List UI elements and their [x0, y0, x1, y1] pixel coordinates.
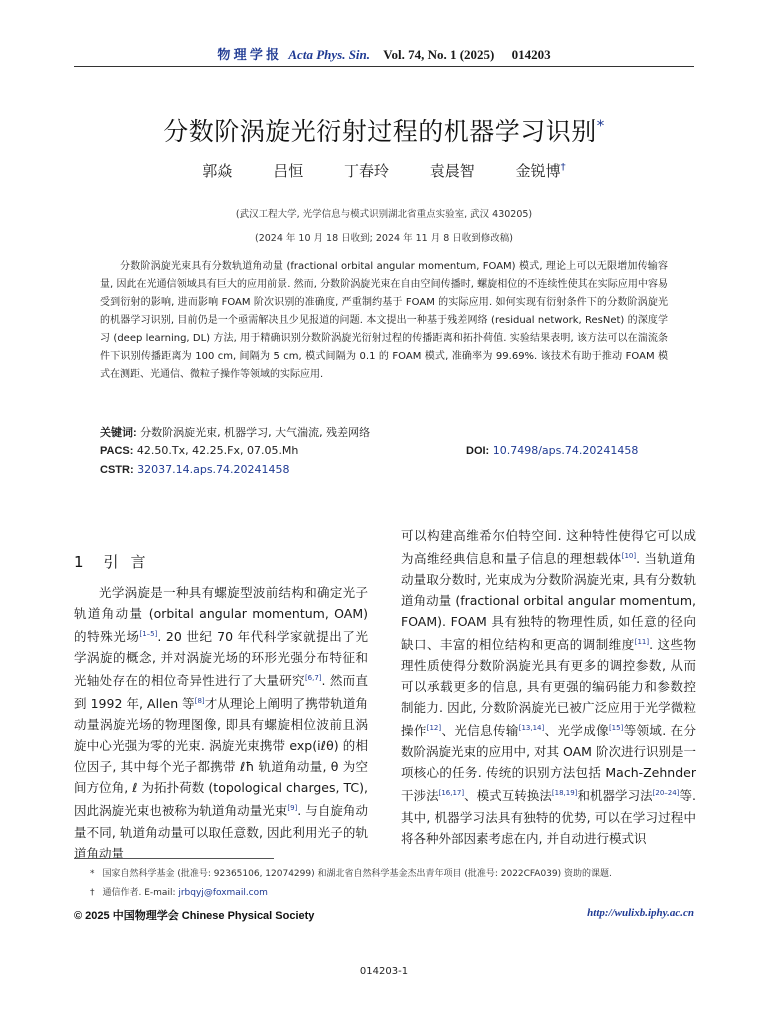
body-text: . 这些物理性质使得分数阶涡旋光具有更多的调控参数, 从而可以承载更多的信息, 具有更强的编码能力和参数控制能力. 因此, 分数阶涡旋光已被广泛应用于光学微粒操作	[401, 637, 696, 739]
doi	[466, 444, 638, 457]
author-name: 丁春玲	[343, 162, 389, 180]
footnote-rule	[74, 858, 274, 859]
citation[interactable]: [13,14]	[518, 724, 545, 733]
abstract: 分数阶涡旋光束具有分数轨道角动量 (fractional orbital angular momentum, FOAM) 模式, 理论上可以无限增加传输容量, 因此在光通信领域具有巨大的应用前景. 然而, 分数阶涡旋光束在自由空间传播时, 螺旋相位的不连续性使其在实际应用中容易受到衍射的影响, 进而影响 FOAM 阶次识别的准确度, 严重制约基于 FOAM 的实际应用. 如何实现有衍射条件下的分数阶涡旋光的机器学习识别, 目前仍是一个亟需解决且少见报道的问题. 本文提出一种基于残差网络 (residual network, ResNet) 的深度学习 (deep learning, DL) 方法, 用于精确识别分数阶涡旋光衍射过程的传播距离和拓扑荷值. 实验结果表明, 该方法可以在湍流条件下识别传播距离为 100 cm, 间隔为 5 cm, 模式间隔为 0.1 的 FOAM 模式, 准确率为 99.69%. 该技术有助于推动 FOAM 模式在测距、光通信、微粒子操作等领域的实际应用.	[100, 261, 668, 380]
volume-info: Vol. 74, No. 1 (2025)	[383, 47, 495, 62]
keywords	[100, 424, 370, 440]
funding-text: 国家自然科学基金 (批准号: 92365106, 12074299) 和湖北省自然科学基金杰出青年项目 (批准号: 2022CFA039) 资助的课题.	[102, 869, 612, 879]
cstr-label: CSTR:	[100, 464, 134, 476]
keywords-value: 分数阶涡旋光束, 机器学习, 大气湍流, 残差网络	[140, 426, 371, 439]
cstr-link[interactable]: 32037.14.aps.74.20241458	[137, 463, 290, 476]
funding-footnote	[90, 866, 612, 879]
journal-name-cn: 物 理 学 报	[217, 47, 280, 62]
doi-label: DOI:	[466, 445, 490, 457]
author-name: 郭焱	[202, 162, 233, 180]
author-name: 金锐博	[515, 162, 561, 180]
body-column-right	[401, 525, 696, 849]
citation[interactable]: [11]	[634, 638, 650, 647]
page-number: 014203-1	[359, 966, 409, 977]
body-text: . 与自旋角动量不同, 轨道角动量可以取任意数, 因此利用光子的轨道角动量	[74, 803, 368, 861]
article-number: 014203	[511, 47, 551, 62]
corresponding-footnote-mark: †	[90, 888, 95, 898]
citation[interactable]: [15]	[608, 724, 624, 733]
author-name: 袁晨智	[429, 162, 475, 180]
keywords-label: 关键词:	[100, 427, 137, 439]
title-footnote-mark: *	[596, 116, 605, 135]
paper-title	[0, 112, 768, 148]
citation[interactable]: [16,17]	[438, 789, 465, 798]
body-text: 才从理论上阐明了携带轨道角动量涡旋光场的物理图像, 即具有螺旋相位波前且涡旋中心光强为零的光束. 涡旋光束携带 exp(iℓθ) 的相位因子, 其中每个光子都携带 ℓħ 轨道角动量, θ 为空间方位角, ℓ 为拓扑荷数 (topological charges, TC), 因此涡旋光束也被称为轨道角动量光束	[74, 696, 368, 819]
body-text: 和机器学习法	[577, 788, 653, 804]
header-rule	[74, 66, 694, 67]
author-name: 吕恒	[273, 162, 304, 180]
received-dates: (2024 年 10 月 18 日收到; 2024 年 11 月 8 日收到修改稿)	[255, 233, 513, 244]
running-header	[0, 44, 768, 63]
citation[interactable]: [10]	[621, 552, 637, 560]
pacs	[100, 444, 298, 457]
author-name-corresponding	[516, 162, 566, 180]
doi-link[interactable]: 10.7498/aps.74.20241458	[492, 444, 639, 457]
body-text: 可以构建高维希尔伯特空间. 这种特性使得它可以成为高维经典信息和量子信息的理想载体	[401, 528, 696, 567]
corresponding-mark: †	[560, 162, 566, 173]
paper-title-text: 分数阶涡旋光衍射过程的机器学习识别	[163, 117, 597, 146]
section-heading	[74, 551, 158, 572]
pacs-label: PACS:	[100, 445, 134, 457]
body-text: 、模式互转换法	[464, 788, 552, 804]
section-number: 1	[74, 553, 84, 571]
body-text: . 当轨道角动量取分数时, 光束成为分数阶涡旋光束, 具有分数轨道角动量 (fractional orbital angular momentum, FOAM). FOAM 具有独特的物理性质, 如任意的径向缺口、丰富的相位结构和更高的调制维度	[401, 551, 696, 653]
section-title: 引言	[103, 553, 158, 571]
pacs-value: 42.50.Tx, 42.25.Fx, 07.05.Mh	[136, 444, 299, 457]
funding-mark: *	[90, 869, 95, 879]
body-text: 等. 其中, 机器学习法具有独特的优势, 可以在学习过程中将各种外部因素考虑在内, 并自动进行模式识	[401, 788, 696, 846]
citation[interactable]: [6,7]	[304, 674, 322, 683]
email-link[interactable]: jrbqyj@foxmail.com	[178, 888, 268, 898]
citation[interactable]: [9]	[287, 804, 298, 813]
author-list	[0, 160, 768, 181]
citation[interactable]: [20–24]	[652, 789, 680, 798]
citation[interactable]: [18,19]	[551, 789, 578, 798]
journal-name-en: Acta Phys. Sin.	[288, 47, 371, 62]
citation[interactable]: [8]	[194, 697, 205, 706]
body-text: 、光学成像	[544, 723, 609, 739]
corresponding-footnote	[90, 885, 268, 898]
body-text: . 然而直到 1992 年, Allen 等	[74, 673, 368, 712]
copyright: © 2025 中国物理学会 Chinese Physical Society	[74, 910, 315, 922]
body-text: 等领域. 在分数阶涡旋光束的应用中, 对其 OAM 阶次进行识别是一项核心的任务. 传统的识别方法包括 Mach-Zehnder 干涉法	[401, 723, 696, 804]
citation[interactable]: [12]	[426, 724, 442, 733]
affiliation: (武汉工程大学, 光学信息与模式识别湖北省重点实验室, 武汉 430205)	[235, 209, 533, 220]
cstr	[100, 463, 290, 476]
body-text: 、光信息传输	[441, 723, 519, 739]
corresponding-label: 通信作者. E-mail:	[102, 888, 176, 898]
body-text: 光学涡旋是一种具有螺旋型波前结构和确定光子轨道角动量 (orbital angular momentum, OAM) 的特殊光场	[74, 585, 368, 645]
journal-website-link[interactable]: http://wulixb.iphy.ac.cn	[587, 907, 694, 919]
citation[interactable]: [1–5]	[139, 630, 158, 638]
body-column-left	[74, 582, 368, 864]
body-text: . 20 世纪 70 年代科学家就提出了光学涡旋的概念, 并对涡旋光场的环形光强分布特征和光轴处存在的相位奇异性进行了大量研究	[74, 629, 368, 689]
